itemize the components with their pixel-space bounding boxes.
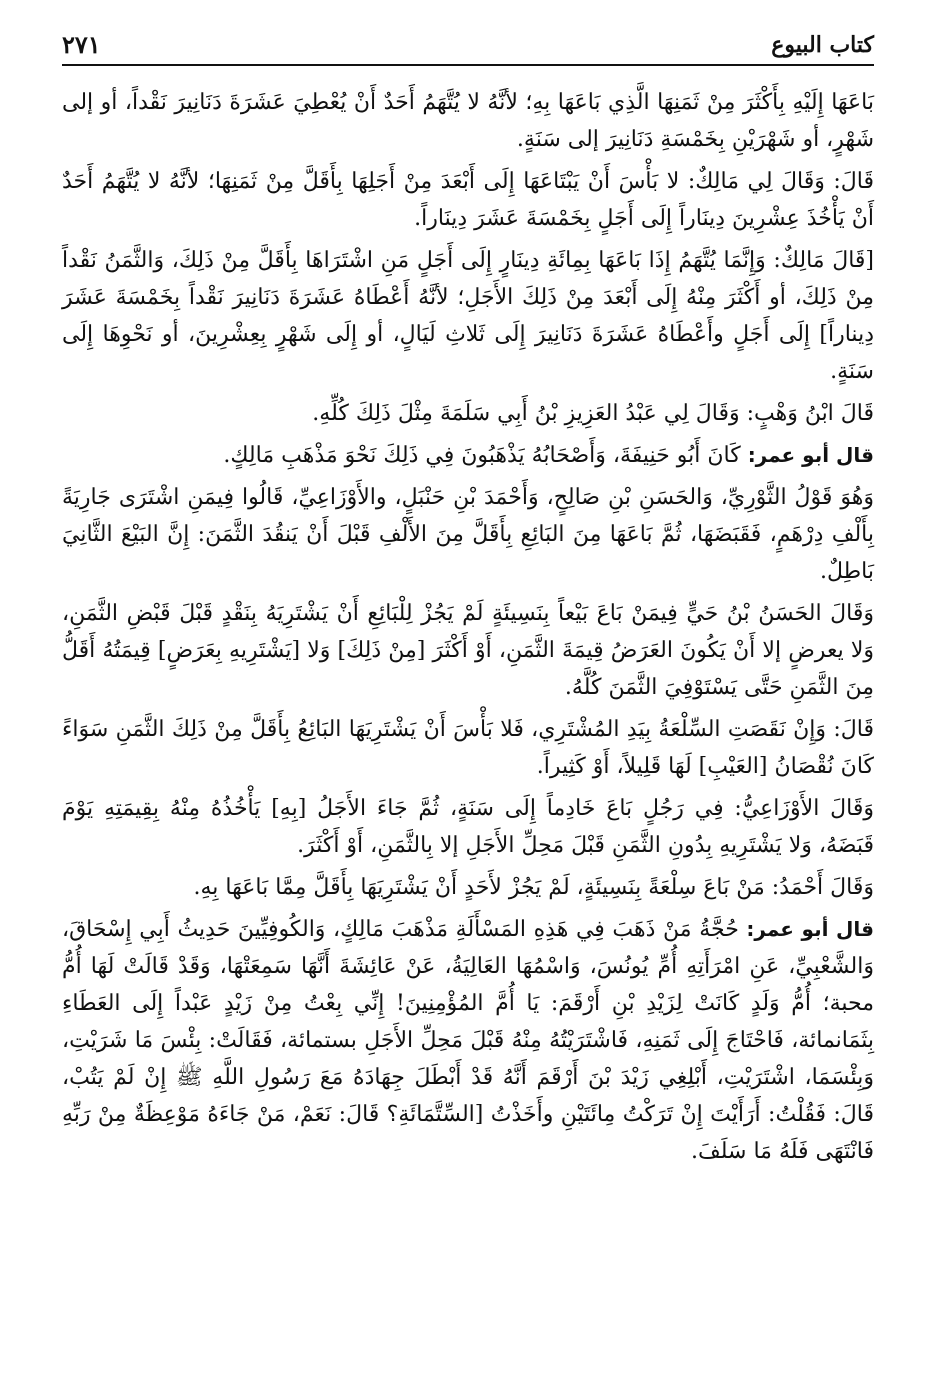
- paragraph: [62, 711, 874, 785]
- paragraph: [62, 790, 874, 864]
- page-header: [62, 28, 874, 66]
- paragraph: [62, 595, 874, 706]
- page-number: ٢٧١: [62, 30, 101, 59]
- paragraph-text: قَالَ: وَإِنْ نَقَصَتِ السِّلْعَةُ بِيَدِ المُشْتَرِي، فَلا بَأْسَ أَنْ يَشْتَرِيَهَا البَائِعُ بِأَقَلَّ مِنْ ذَلِكَ الثَّمَنِ سَوَاءً كَانَ نُقْصَانُ [العَيْبِ] لَهَا قَلِيلاً، أَوْ كَثِيراً.: [62, 717, 874, 779]
- speaker-label: قال أبو عمر:: [747, 443, 874, 467]
- paragraph-text: وَقَالَ الحَسَنُ بْنُ حَيٍّ فِيمَنْ بَاعَ بَيْعاً بِنَسِيئَةٍ لَمْ يَجُزْ لِلْبَائِعِ أَنْ يَشْتَرِيَهُ بِنَقْدٍ قَبْلَ قَبْضِ الثَّمَنِ، وَلا يعرضٍ إلا أَنْ يَكُونَ العَرَضُ قِيمَةَ الثَّمَنِ، أَوْ أَكْثَرَ [مِنْ ذَلِكَ] وَلا [يَشْتَرِيهِ بِعَرَضٍ] قِيمَتُهُ أَقَلُّ مِنَ الثَّمَنِ حَتَّى يَسْتَوْفِيَ الثَّمَنَ كُلَّهُ.: [62, 601, 874, 700]
- speaker-label: قال أبو عمر:: [746, 917, 874, 941]
- paragraph: [62, 869, 874, 906]
- paragraph: [62, 163, 874, 237]
- paragraph-text: وَقَالَ أَحْمَدُ: مَنْ بَاعَ سِلْعَةً بِنَسِيئَةٍ، لَمْ يَجُزْ لأَحَدٍ أَنْ يَشْتَرِيَهَا بِأَقَلَّ مِمَّا بَاعَهَا بِهِ.: [193, 875, 874, 900]
- paragraph-text: قَالَ: وَقَالَ لِي مَالِكٌ: لا بَأْسَ أَنْ يَبْتَاعَهَا إِلَى أَبْعَدَ مِنْ أَجَلِهَا بِأَقَلَّ مِنْ ثَمَنِهَا؛ لأنَّهُ لا يُتَّهَمُ أَحَدٌ أَنْ يَأْخُذَ عِشْرِينَ دِينَاراً إِلَى أَجَلٍ بِخَمْسَةَ عَشَرَ دِينَاراً.: [62, 169, 874, 231]
- paragraph: [62, 479, 874, 590]
- paragraph-text: بَاعَهَا إِلَيْهِ بِأَكْثَرَ مِنْ ثَمَنِهَا الَّذِي بَاعَهَا بِهِ؛ لأنَّهُ لا يُتَّهَمُ أَحَدٌ أَنْ يُعْطِيَ عَشَرَةَ دَنَانِيرَ نَقْداً، أو إلى شَهْرٍ، أو شَهْرَيْنِ بِخَمْسَةِ دَنَانِيرَ إلى سَنَةٍ.: [62, 90, 874, 152]
- book-page: [62, 28, 874, 1175]
- paragraph: [62, 437, 874, 474]
- paragraph: [62, 911, 874, 1170]
- paragraph-text: كَانَ أَبُو حَنِيفَةَ، وَأَصْحَابُهُ يَذْهَبُونَ فِي ذَلِكَ نَحْوَ مَذْهَبِ مَالِكٍ.: [223, 443, 741, 468]
- paragraph-text: وَهُوَ قَوْلُ الثَّوْرِيِّ، وَالحَسَنِ بْنِ صَالِحٍ، وَأَحْمَدَ بْنِ حَنْبَلٍ، والأَوْزَاعِيِّ، قَالُوا فِيمَنِ اشْتَرَى جَارِيَةً بِأَلْفِ دِرْهَمٍ، فَقَبَضَهَا، ثُمَّ بَاعَهَا مِنَ البَائِعِ بِأَقَلَّ مِنَ الأَلْفِ قَبْلَ أَنْ يَنقُدَ الثَّمَنَ: إِنَّ البَيْعَ الثَّانِيَ بَاطِلٌ.: [62, 485, 874, 584]
- paragraph-text: وَقَالَ الأَوْزَاعِيُّ: فِي رَجُلٍ بَاعَ خَادِماً إِلَى سَنَةٍ، ثُمَّ جَاءَ الأَجَلُ [بِهِ] يَأْخُذُهُ مِنْهُ بِقِيمَتِهِ يَوْمَ قَبَضَهُ، وَلا يَشْتَرِيهِ بِدُونِ الثَّمَنِ قَبْلَ مَحِلِّ الأَجَلِ إلا بِالثَّمَنِ، أَوْ أَكْثَرَ.: [62, 796, 874, 858]
- chapter-title: كتاب البيوع: [771, 32, 874, 58]
- paragraph: [62, 242, 874, 390]
- paragraph-text: حُجَّةُ مَنْ ذَهَبَ فِي هَذِهِ المَسْأَلَةِ مَذْهَبَ مَالِكٍ، وَالكُوفِيِّينَ حَدِيثُ أَبِي إِسْحَاقَ، وَالشَّعْبِيِّ، عَنِ امْرَأَتِهِ أُمِّ يُونُسَ، وَاسْمُهَا العَالِيَةُ، عَنْ عَائِشَةَ أَنَّهَا سَمِعَتْهَا، وَقَدْ قَالَتْ لَهَا أُمُّ محبة؛ أُمُّ وَلَدٍ كَانَتْ لِزَيْدِ بْنِ أَرْقَمَ: يَا أُمَّ المُؤْمِنِينَ! إِنِّي بِعْتُ مِنْ زَيْدٍ عَبْداً إِلَى العَطَاءِ بِثَمَانمائة، فَاحْتَاجَ إِلَى ثَمَنِهِ، فَاشْتَرَيْتُهُ مِنْهُ قَبْلَ مَحِلِّ الأَجَلِ بستمائة، فَقَالَتْ: بِئْسَ مَا شَرَيْتِ، وَبِئْسَمَا، اشْتَرَيْتِ، أَبْلِغِي زَيْدَ بْنَ أَرْقَمَ أَنَّهُ قَدْ أَبْطَلَ جِهَادَهُ مَعَ رَسُولِ اللَّهِ ﷺ إِنْ لَمْ يَتُبْ، قَالَ: فَقُلْتُ: أَرَأَيْتَ إِنْ تَرَكْتُ مِائَتَيْنِ وأَخَذْتُ [السِّتَّمَائَةِ؟ قَالَ: نَعَمْ، مَنْ جَاءَهُ مَوْعِظَةٌ مِنْ رَبِّهِ فَانْتَهَى فَلَهُ مَا سَلَفَ.: [62, 917, 874, 1164]
- paragraph-text: قَالَ ابْنُ وَهْبٍ: وَقَالَ لِي عَبْدُ العَزِيزِ بْنُ أَبِي سَلَمَةَ مِثْلَ ذَلِكَ كُلِّهِ.: [312, 401, 874, 426]
- paragraph: [62, 84, 874, 158]
- paragraph-text: [قَالَ مَالِكٌ: وَإِنَّمَا يُتَّهَمُ إِذَا بَاعَهَا بِمِائَةِ دِينَارٍ إِلَى أَجَلٍ مَنِ اشْتَرَاهَا بِأَقَلَّ مِنْ ذَلِكَ، وَالثَّمَنُ نَقْداً مِنْ ذَلِكَ، أو أَكْثَرَ مِنْهُ إِلَى أَبْعَدَ مِنْ ذَلِكَ الأَجَلِ؛ لأنَّهُ أَعْطَاهُ عَشَرَةَ دَنَانِيرَ نَقْداً بِخَمْسَةَ عَشَرَ دِيناراً] إِلَى أَجَلٍ وأَعْطَاهُ عَشَرَةَ دَنَانِيرَ إِلَى ثَلاثِ لَيَالٍ، أو إِلَى شَهْرٍ بِعِشْرِينَ، أو نَحْوِهَا إِلَى سَنَةٍ.: [62, 248, 874, 384]
- page-body: [62, 84, 874, 1170]
- paragraph: [62, 395, 874, 432]
